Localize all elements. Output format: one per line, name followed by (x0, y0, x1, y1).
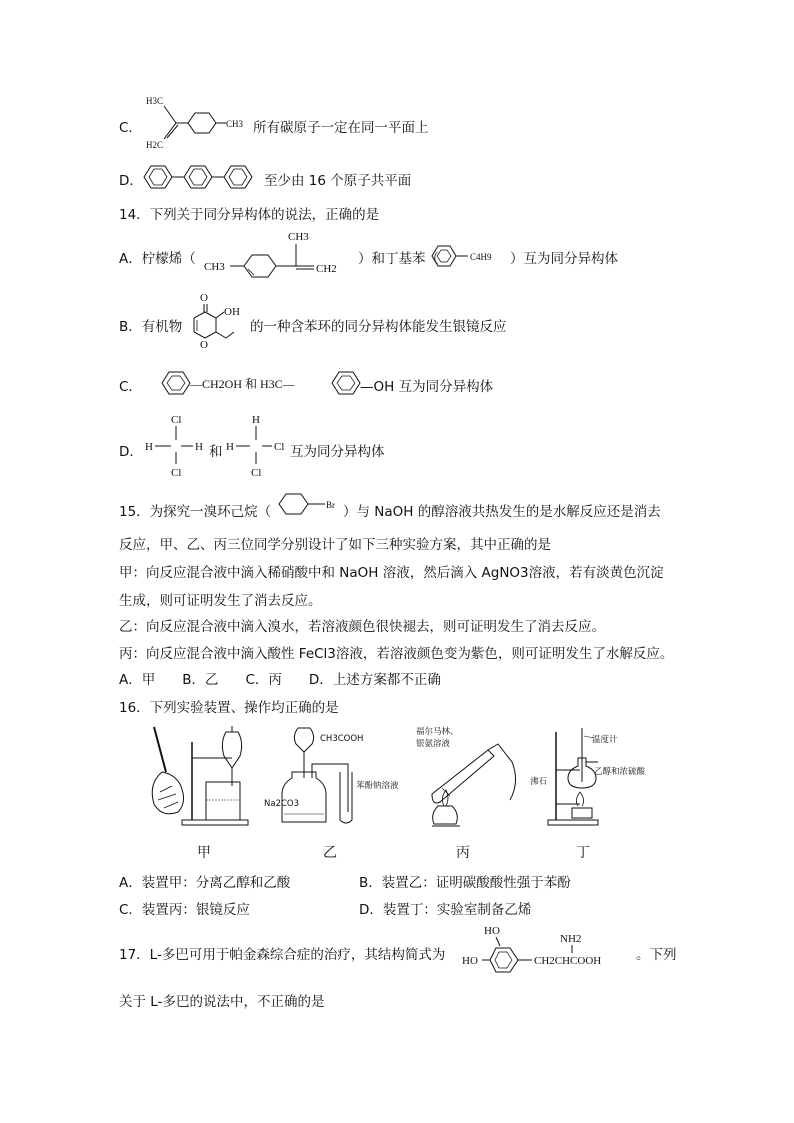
q14-option-d-mid: 和 (209, 444, 223, 460)
q14-option-b-prefix: B．有机物 (119, 319, 183, 335)
apparatus-label-yi: 乙 (323, 845, 337, 861)
q14-option-c-mid: —CH2OH 和 H3C— (190, 377, 295, 391)
chem-label: C4H9 (470, 252, 492, 262)
q16-option-b: B．装置乙：证明碳酸酸性强于苯酚 (359, 875, 571, 891)
l-dopa-structure (462, 920, 637, 976)
q15-plan-jia-cont: 生成，则可证明发生了消去反应。 (119, 593, 322, 609)
chem-label: HO (484, 925, 500, 937)
q17-stem-end: 。下列 (636, 947, 677, 963)
q15-stem-start: 15．为探究一溴环己烷（ (119, 504, 272, 520)
q13-option-c (119, 116, 142, 136)
q15-stem-line2: 反应，甲、乙、丙三位同学分别设计了如下三种实验方案，其中正确的是 (119, 537, 551, 553)
apparatus-label: 福尔马林、 (416, 727, 459, 737)
limonene-structure (200, 226, 360, 278)
apparatus-bing (402, 722, 527, 832)
apparatus-label: 乙醇和浓硫酸 (594, 767, 646, 777)
q13-d-text: 至少由 16 个原子共平面 (264, 173, 412, 189)
dichloromethane-left (143, 412, 205, 478)
chem-label: O (200, 292, 208, 304)
q16-option-c: C．装置丙：银镜反应 (119, 902, 250, 918)
chem-label: NH2 (560, 933, 582, 945)
apparatus-label: CH3COOH (320, 734, 364, 744)
q14-option-c-prefix: C． (119, 379, 142, 395)
q17-stem-line2: 关于 L-多巴的说法中，不正确的是 (119, 994, 325, 1010)
chem-label: H (195, 441, 203, 453)
q17-stem-start: 17．L-多巴可用于帕金森综合症的治疗，其结构简式为 (119, 947, 446, 963)
bromocyclohexane-structure (275, 492, 350, 516)
q13-c-structure (142, 94, 252, 152)
q15-plan-yi: 乙：向反应混合液中滴入溴水，若溶液颜色很快褪去，则可证明发生了消去反应。 (119, 619, 605, 635)
q14-option-a-prefix: A．柠檬烯（ (119, 251, 196, 267)
q16-option-a: A．装置甲：分离乙醇和乙酸 (119, 875, 291, 891)
q15-stem-end: ）与 NaOH 的醇溶液共热发生的是水解反应还是消去 (343, 504, 661, 520)
chem-label: CH2CHCOOH (534, 955, 602, 967)
apparatus-jia (140, 722, 260, 832)
q14-option-b-text: 的一种含苯环的同分异构体能发生银镜反应 (250, 319, 507, 335)
q14-option-d-prefix: D． (119, 444, 143, 460)
chem-label: Cl (171, 414, 182, 426)
terphenyl-structure (142, 163, 267, 191)
q14-option-c-end: —OH 互为同分异构体 (360, 379, 494, 395)
q15-options: A．甲 B．乙 C．丙 D．上述方案都不正确 (119, 672, 441, 688)
q13-option-d: D． (119, 173, 143, 189)
apparatus-label: 沸石 (530, 777, 548, 787)
apparatus-label-bing: 丙 (456, 845, 470, 861)
q14-option-a-end: ）互为同分异构体 (510, 251, 618, 267)
chem-label: Cl (171, 467, 182, 479)
option-label: C． (119, 120, 142, 136)
q15-plan-bing: 丙：向反应混合液中滴入酸性 FeCl3溶液，若溶液颜色变为紫色，则可证明发生了水解反应。 (119, 646, 674, 662)
chem-label: CH3 (288, 231, 309, 243)
chem-label: O (200, 339, 208, 351)
chem-label: CH3 (226, 119, 244, 129)
q16-stem: 16．下列实验装置、操作均正确的是 (119, 700, 339, 716)
chem-label: OH (224, 306, 240, 318)
chem-label: H (252, 414, 260, 426)
apparatus-label-ding: 丁 (576, 845, 590, 861)
chem-label: HO (462, 955, 478, 967)
dichloromethane-right (226, 412, 292, 478)
chem-label: Br (326, 500, 335, 510)
q14-option-d-end: 互为同分异构体 (290, 444, 385, 460)
q14-option-a-mid: ）和丁基苯（ (358, 251, 439, 267)
apparatus-label-jia: 甲 (197, 845, 211, 861)
apparatus-label: Na2CO3 (264, 799, 300, 809)
chem-label: CH2 (316, 263, 337, 275)
apparatus-label: 银氨溶液 (416, 739, 451, 749)
q15-plan-jia: 甲：向反应混合液中滴入稀硝酸中和 NaOH 溶液，然后滴入 AgNO3溶液，若有淡黄色沉淀 (119, 565, 664, 581)
apparatus-yi (262, 722, 399, 832)
apparatus-ding (528, 722, 668, 832)
q14-stem: 14．下列关于同分异构体的说法，正确的是 (119, 207, 380, 223)
chem-label: CH3 (204, 261, 225, 273)
chem-label: H2C (146, 140, 164, 150)
butylbenzene-structure (428, 244, 518, 268)
chem-label: Cl (274, 441, 285, 453)
maltol-structure (186, 290, 250, 352)
chem-label: H (145, 441, 153, 453)
apparatus-label: 苯酚钠溶液 (356, 781, 399, 791)
q13-c-text: 所有碳原子一定在同一平面上 (253, 120, 429, 136)
q16-option-d: D．装置丁：实验室制备乙烯 (359, 902, 532, 918)
chem-label: Cl (251, 467, 262, 479)
chem-label: H3C (146, 96, 164, 106)
apparatus-label: 温度计 (592, 735, 618, 745)
chem-label: H (226, 441, 234, 453)
